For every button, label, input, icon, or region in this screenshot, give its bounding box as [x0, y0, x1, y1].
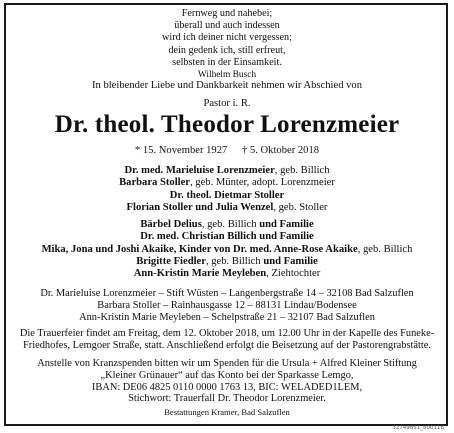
deceased-name: Dr. theol. Theodor Lorenzmeier [54, 111, 400, 138]
mourner-text: und Familie [259, 219, 314, 231]
address-line: Ann-Kristin Marie Meyleben – Schelpstraße 21 – 32107 Bad Salzuflen [79, 312, 375, 323]
mourner-line [0, 165, 454, 177]
mourner-line [0, 219, 454, 231]
donation-line: „Kleiner Grünauer“ auf das Konto bei der Sparkasse Lemgo, [100, 369, 354, 381]
mourner-text: Bärbel Delius [140, 219, 202, 231]
poem-line: selbsten in der Einsamkeit. [172, 56, 282, 68]
ad-code: 32749851_800116 [392, 425, 444, 431]
life-dates [0, 145, 454, 156]
address-line: Dr. Marieluise Lorenzmeier – Stift Wüsten – Langenbergstraße 14 – 32108 Bad Salzuflen [40, 288, 414, 299]
poem-line: wird ich deiner nicht vergessen; [162, 32, 292, 44]
mourner-text: Florian Stoller und Julia Wenzel [126, 201, 274, 213]
poem-author: Wilhelm Busch [197, 70, 257, 81]
poem [0, 8, 454, 81]
mourner-text: Ann-Kristin Marie Meyleben [133, 268, 267, 280]
mourner-text: , Ziehtochter [266, 268, 321, 280]
mourner-text: Dr. theol. Dietmar Stoller [169, 189, 285, 201]
mourner-line [0, 231, 454, 243]
poem-line: überall und auch indessen [174, 20, 280, 32]
deceased-title: Pastor i. R. [203, 98, 251, 109]
mourner-text: , geb. Billich [201, 219, 260, 231]
poem-line: Fernweg und nahebei; [181, 8, 273, 19]
donation-line: IBAN: DE06 4825 0110 0000 1763 13, BIC: WELADED1LEM, [91, 381, 363, 393]
mourner-line [0, 202, 454, 214]
address-line: Barbara Stoller – Rainhausgasse 12 – 88131 Lindau/Bodensee [97, 300, 357, 311]
mourner-text: , geb. Münter, adopt. Lorenzmeier [190, 177, 335, 189]
mourner-text: , geb. Stoller [273, 201, 328, 213]
funeral-notice: Die Trauerfeier findet am Freitag, dem 12. Oktober 2018, um 12.00 Uhr in der Kapelle des Funeke-Friedhofes, Lemgoer Straße, statt. Anschließend erfolgt die Beisetzung auf der Pastorengrabstätte. [19, 328, 435, 351]
mourner-line [0, 256, 454, 268]
addresses [0, 288, 454, 324]
mourner-line [0, 177, 454, 189]
mourner-text: Brigitte Fiedler [136, 256, 206, 268]
mourner-text: Barbara Stoller [119, 177, 190, 189]
birth-date: * 15. November 1927 [134, 145, 228, 156]
donation-notice [0, 358, 454, 405]
poem-line: dein gedenk ich, still erfreut, [168, 44, 286, 56]
mourner-text: Mika, Jona und Joshi Akaike, Kinder von Dr. med. Anne-Rose Akaike [41, 243, 358, 255]
mourner-text: , geb. Billich [274, 165, 330, 176]
death-date: † 5. Oktober 2018 [241, 145, 320, 156]
donation-line: Stichwort: Trauerfall Dr. Theodor Lorenzmeier. [128, 393, 326, 405]
mourner-text: , geb. Billich [357, 243, 413, 255]
mourner-text: Dr. med. Christian Billich und Familie [140, 231, 314, 243]
mourner-line [0, 190, 454, 202]
mourner-line [0, 268, 454, 280]
mourner-text: , geb. Billich [205, 256, 264, 268]
mourner-text: Dr. med. Marieluise Lorenzmeier [124, 165, 275, 176]
mourners-list [0, 165, 454, 281]
mourner-text: und Familie [263, 256, 318, 268]
mourner-line [0, 244, 454, 256]
intro-text: In bleibender Liebe und Dankbarkeit nehmen wir Abschied von [91, 80, 363, 91]
donation-line: Anstelle von Kranzspenden bitten wir um Spenden für die Ursula + Alfred Kleiner Stiftung [37, 358, 417, 369]
undertaker: Bestattungen Kramer, Bad Salzuflen [164, 407, 290, 417]
